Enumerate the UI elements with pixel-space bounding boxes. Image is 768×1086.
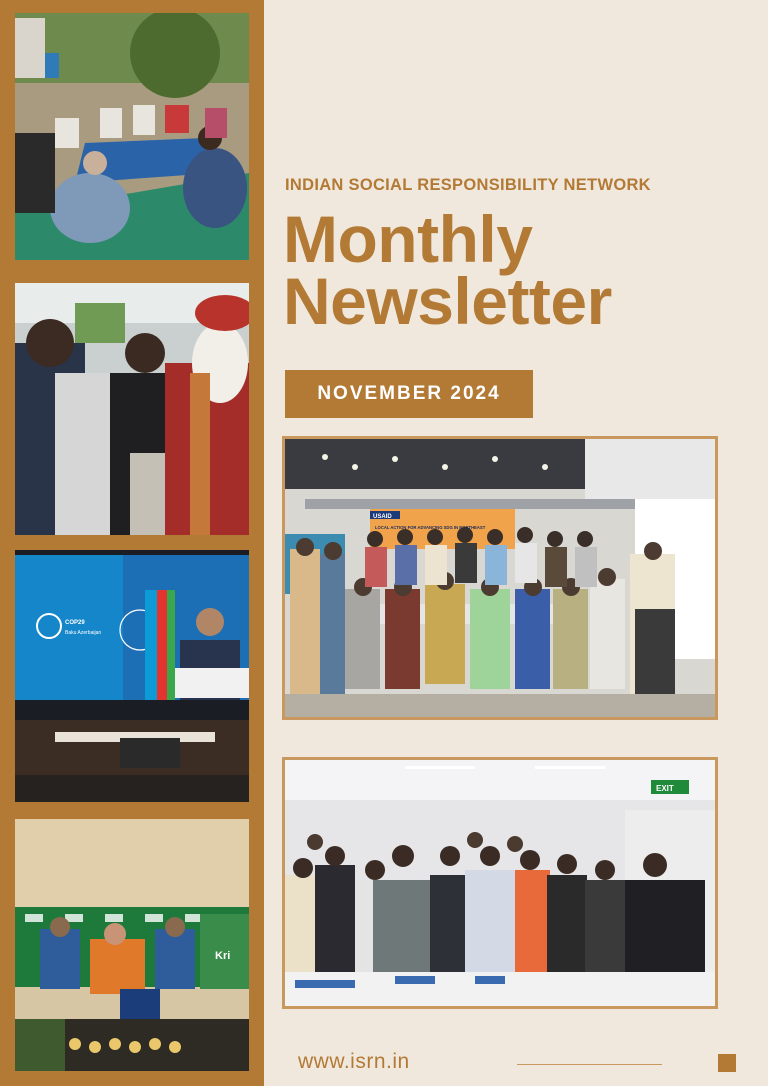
organization-name: INDIAN SOCIAL RESPONSIBILITY NETWORK (285, 176, 651, 194)
usaid-logo-text: USAID (373, 514, 392, 520)
photo-group-office (285, 760, 715, 1006)
conclave-banner-text: Kri (215, 950, 231, 962)
photo-conclave (15, 819, 249, 1071)
title-line-2: Newsletter (283, 264, 612, 338)
cop-sub-text: Baku Azerbaijan (65, 630, 102, 636)
title-line-1: Monthly (283, 202, 533, 276)
footer-divider (517, 1064, 662, 1065)
photo-community-meeting (15, 13, 249, 260)
usaid-banner-text: LOCAL ACTION FOR ADVANCING SDG IN NORTHEAST (375, 525, 486, 530)
photo-group-workshop (285, 439, 715, 717)
photo-cop29 (15, 550, 249, 802)
newsletter-title (283, 202, 753, 338)
exit-sign-text: EXIT (656, 784, 674, 793)
group-photo-2-frame (282, 757, 718, 1009)
footer-square-decoration (718, 1054, 736, 1072)
group-photo-1-frame (282, 436, 718, 720)
photo-greeting (15, 283, 249, 535)
website-link[interactable]: www.isrn.in (298, 1050, 410, 1073)
cop-banner-text: COP29 (65, 620, 85, 626)
month-badge: NOVEMBER 2024 (285, 370, 533, 418)
